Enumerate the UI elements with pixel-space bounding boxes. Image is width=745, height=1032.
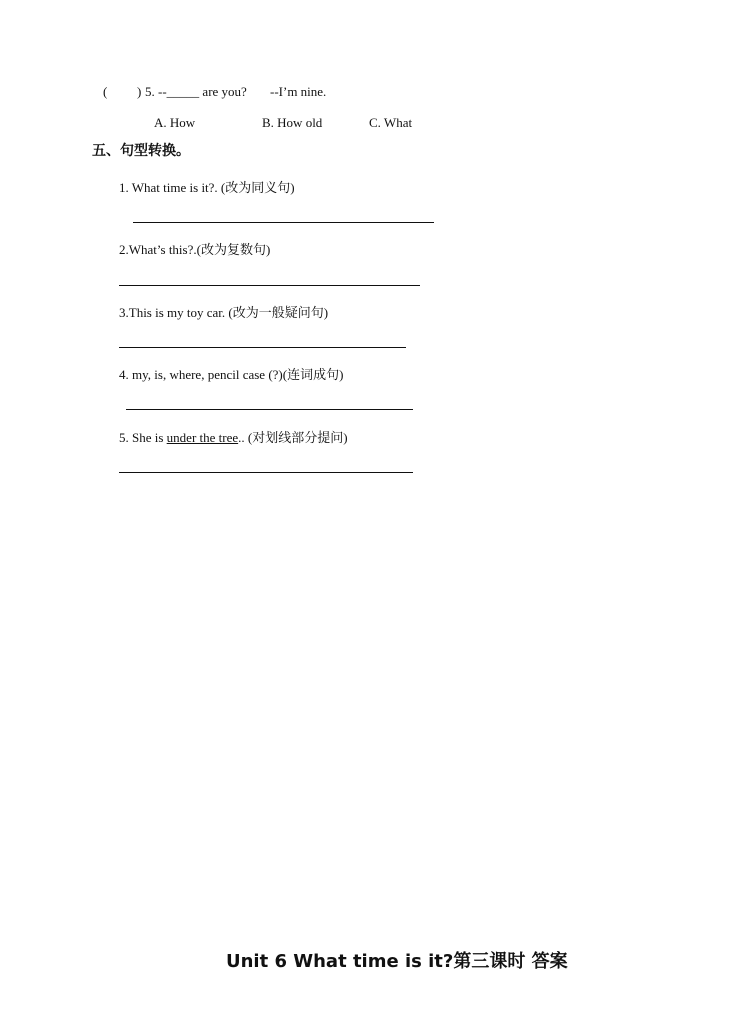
answer-line-1 xyxy=(133,222,434,223)
exercise-item-5 xyxy=(119,427,348,446)
exercise-item-1: 1. What time is it?. (改为同义句) xyxy=(119,180,295,195)
item-5-pre: 5. She is xyxy=(119,430,167,445)
answer-line-5 xyxy=(119,472,413,473)
answer-line-3 xyxy=(119,347,406,348)
exercise-item-2: 2.What’s this?.(改为复数句) xyxy=(119,242,271,257)
item-5-post: .. (对划线部分提问) xyxy=(238,430,348,445)
q5-paren-open: ( xyxy=(103,84,108,99)
section-heading: 五、句型转换。 xyxy=(92,143,190,159)
q5-option-a: A. How xyxy=(154,115,196,130)
answer-line-2 xyxy=(119,285,420,286)
item-5-underlined: under the tree xyxy=(166,430,239,445)
q5-option-c: C. What xyxy=(369,115,413,130)
q5-stem xyxy=(145,84,247,100)
q5-answer: --I’m nine. xyxy=(270,84,327,99)
answer-line-4 xyxy=(126,409,413,410)
q5-blank: _____ xyxy=(166,84,200,99)
q5-paren-close: ) xyxy=(137,84,142,99)
q5-prefix: 5. -- xyxy=(145,84,167,99)
exercise-item-4: 4. my, is, where, pencil case (?)(连词成句) xyxy=(119,367,344,382)
answer-key-title: Unit 6 What time is it?第三课时 答案 xyxy=(226,951,568,972)
q5-suffix: are you? xyxy=(199,84,247,99)
q5-option-b: B. How old xyxy=(262,115,323,130)
exercise-item-3: 3.This is my toy car. (改为一般疑问句) xyxy=(119,305,329,320)
